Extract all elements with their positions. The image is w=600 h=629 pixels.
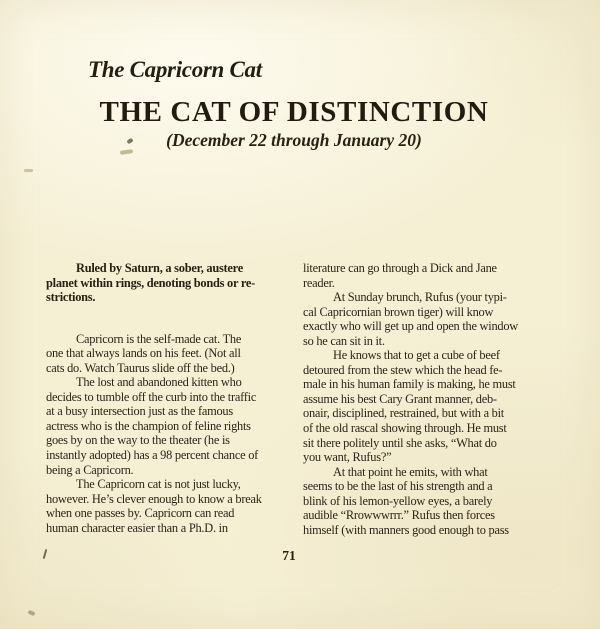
text-line: instantly adopted) has a 98 percent chance of xyxy=(46,448,259,463)
text-line: human character easier than a Ph.D. in xyxy=(46,520,228,535)
text-line: He knows that to get a cube of beef xyxy=(333,348,500,363)
text-line: onair, disciplined, restrained, but with a bit xyxy=(303,406,505,421)
page-title: THE CAT OF DISTINCTION xyxy=(99,96,489,128)
text-line: assume his best Cary Grant manner, deb- xyxy=(303,391,497,406)
text-line: however. He’s clever enough to know a break xyxy=(46,491,262,506)
text-line: you want, Rufus?” xyxy=(303,450,392,465)
text-line: himself (with manners good enough to pass xyxy=(303,522,509,537)
text-line: sit there politely until she asks, “What do xyxy=(303,435,497,450)
text-line: when one passes by. Capricorn can read xyxy=(46,506,235,521)
paragraph xyxy=(46,332,286,376)
page-number: 71 xyxy=(282,548,296,563)
text-line: blink of his lemon-yellow eyes, a barely xyxy=(303,493,493,508)
text-line: The lost and abandoned kitten who xyxy=(76,375,242,390)
text-line: reader. xyxy=(303,275,335,290)
text-line: at a busy intersection just as the famous xyxy=(46,404,233,419)
paper-smudge xyxy=(27,610,35,617)
section-heading: The Capricorn Cat xyxy=(88,57,262,82)
paragraph xyxy=(46,375,286,477)
text-line: exactly who will get up and open the window xyxy=(303,319,518,334)
text-line: detoured from the stew which the head fe- xyxy=(303,362,503,377)
date-range-subtitle: (December 22 through January 20) xyxy=(166,130,422,150)
paragraph xyxy=(303,348,548,464)
paper-smudge xyxy=(24,169,33,172)
text-line: At that point he emits, with what xyxy=(333,464,488,479)
text-line: Capricorn is the self-made cat. The xyxy=(76,331,242,346)
text-line: goes by on the way to the theater (he is xyxy=(46,433,230,448)
text-column-right xyxy=(303,261,548,537)
text-line: decides to tumble off the curb into the traffic xyxy=(46,389,257,404)
text-line: strictions. xyxy=(46,290,96,305)
text-line: being a Capricorn. xyxy=(46,462,134,477)
text-line: At Sunday brunch, Rufus (your typi- xyxy=(333,290,507,305)
text-line: seems to be the last of his strength and a xyxy=(303,479,493,494)
paragraph xyxy=(303,465,548,538)
text-line: male in his human family is making, he must xyxy=(303,377,516,392)
text-line: literature can go through a Dick and Jane xyxy=(303,261,497,275)
text-line: audible “Rrowwwrrr.” Rufus then forces xyxy=(303,508,495,523)
paragraph xyxy=(46,261,286,305)
text-line: planet within rings, denoting bonds or re- xyxy=(46,275,256,290)
text-line: one that always lands on his feet. (Not all xyxy=(46,346,241,361)
text-column-left xyxy=(46,261,286,535)
text-line: of the old rascal showing through. He must xyxy=(303,421,507,436)
text-line: The Capricorn cat is not just lucky, xyxy=(76,477,241,492)
paragraph xyxy=(303,261,548,290)
text-line: actress who is the champion of feline rights xyxy=(46,418,251,433)
text-line: Ruled by Saturn, a sober, austere xyxy=(76,261,243,275)
text-line: cal Capricornian brown tiger) will know xyxy=(303,304,494,319)
text-line: cats do. Watch Taurus slide off the bed.) xyxy=(46,360,235,375)
text-line: so he can sit in it. xyxy=(303,333,385,348)
paragraph xyxy=(46,477,286,535)
paragraph xyxy=(303,290,548,348)
